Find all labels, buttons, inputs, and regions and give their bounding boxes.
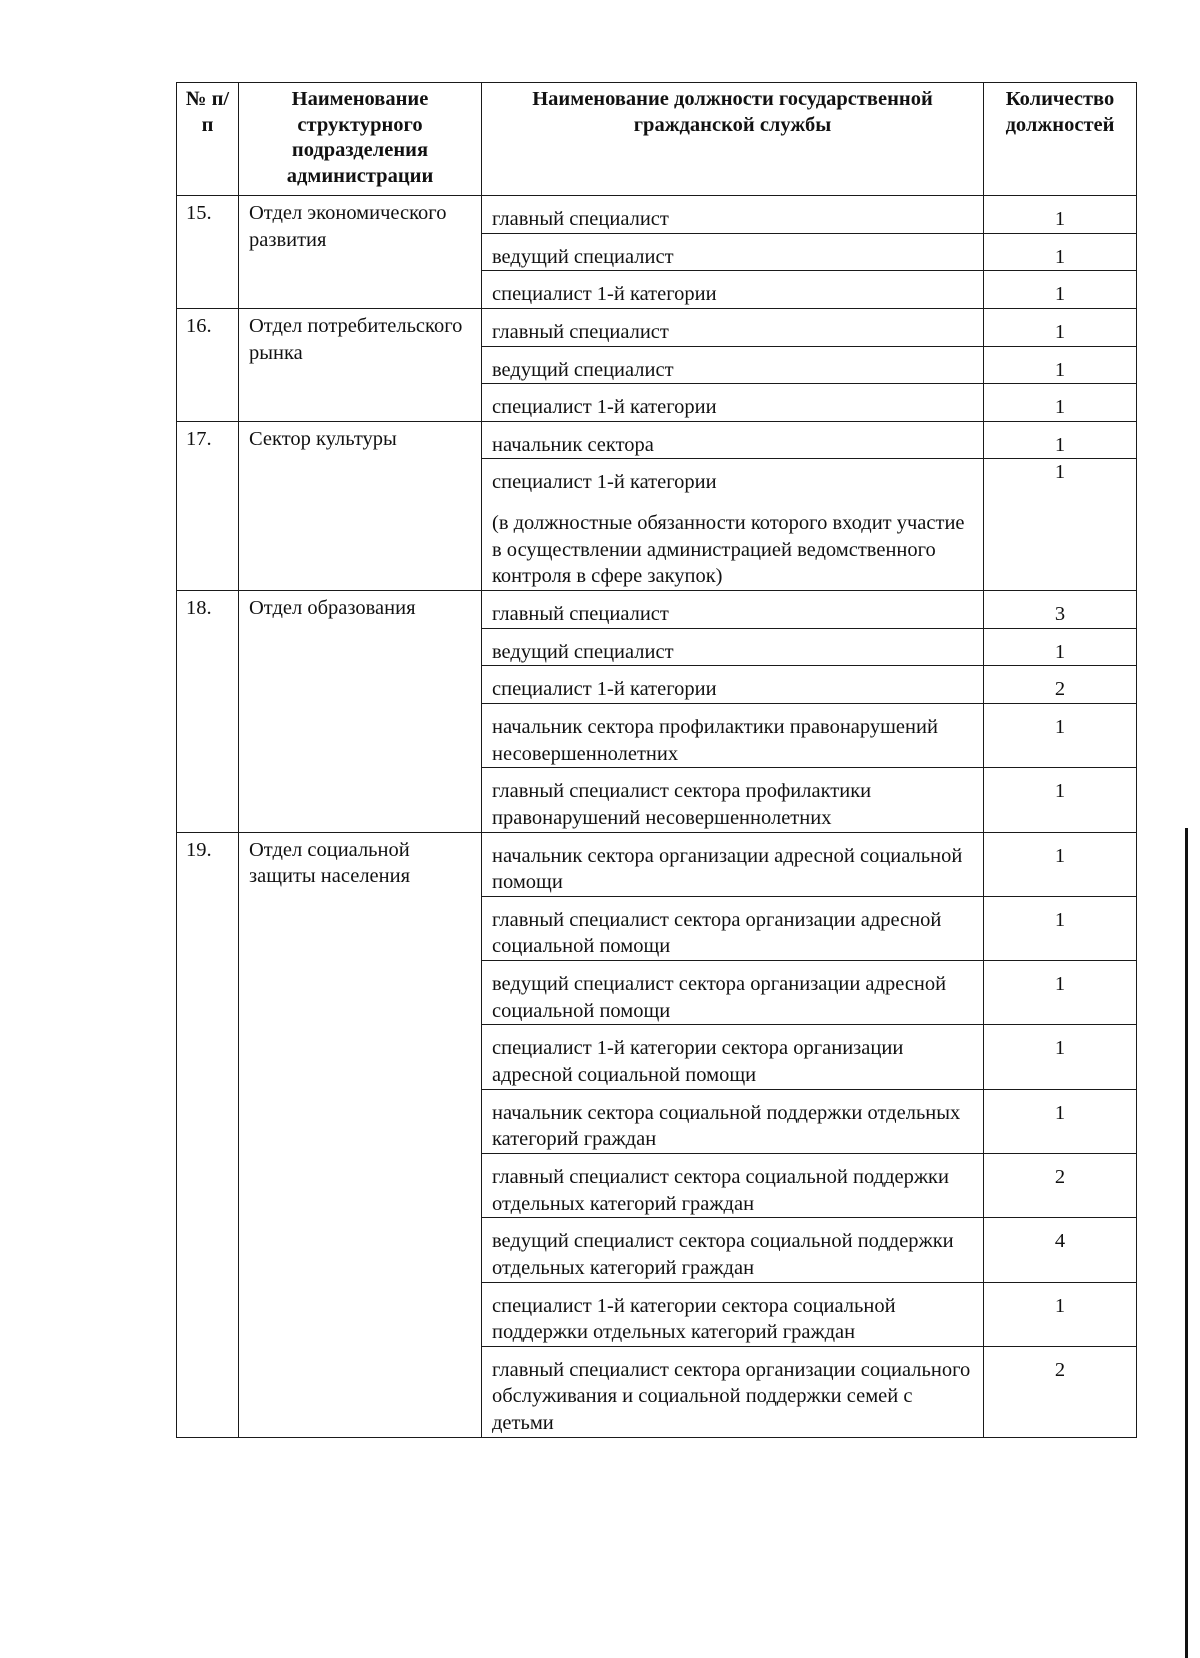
- position-title: специалист 1-й категории: [492, 283, 717, 306]
- position-cell: [482, 703, 984, 767]
- position-cell: [482, 768, 984, 832]
- department-name: Отдел образования: [239, 591, 482, 832]
- table-row: [177, 196, 1137, 234]
- scan-edge-line: [1185, 828, 1188, 1658]
- position-cell: [482, 896, 984, 960]
- position-count: 1: [984, 628, 1137, 666]
- position-count: 2: [984, 1346, 1137, 1437]
- staff-positions-table: [176, 82, 1137, 1438]
- position-cell: [482, 1153, 984, 1217]
- department-name: Сектор культуры: [239, 421, 482, 590]
- position-title: начальник сектора: [492, 433, 654, 456]
- position-note: (в должностные обязанности которого входит участие в осуществлении администрацией ведомственного контроля в сфере закупок): [492, 512, 965, 588]
- position-count: 1: [984, 1025, 1137, 1089]
- position-title: ведущий специалист: [492, 245, 674, 268]
- position-count: 1: [984, 1282, 1137, 1346]
- department-name: Отдел социальной защиты населения: [239, 832, 482, 1437]
- position-count: 1: [984, 768, 1137, 832]
- row-number: 15.: [177, 196, 239, 309]
- position-cell: [482, 308, 984, 346]
- header-count: Количество должностей: [984, 83, 1137, 196]
- position-cell: [482, 591, 984, 629]
- position-count: 1: [984, 896, 1137, 960]
- position-title: главный специалист сектора профилактики правонарушений несовершеннолетних: [492, 780, 872, 829]
- position-count: 4: [984, 1218, 1137, 1282]
- header-position: Наименование должности государственной гражданской службы: [482, 83, 984, 196]
- position-count: 2: [984, 666, 1137, 704]
- position-title: начальник сектора социальной поддержки отдельных категорий граждан: [492, 1101, 961, 1151]
- position-count: 1: [984, 703, 1137, 767]
- department-name: Отдел потребительского рынка: [239, 308, 482, 421]
- position-title: специалист 1-й категории сектора социальной поддержки отдельных категорий граждан: [492, 1294, 896, 1344]
- position-cell: [482, 196, 984, 234]
- position-cell: [482, 1025, 984, 1089]
- position-cell: [482, 459, 984, 591]
- position-cell: [482, 1282, 984, 1346]
- position-count: 1: [984, 1089, 1137, 1153]
- position-title: специалист 1-й категории: [492, 396, 717, 419]
- position-count: 1: [984, 233, 1137, 271]
- position-count: 1: [984, 384, 1137, 422]
- row-number: 18.: [177, 591, 239, 832]
- table-row: [177, 591, 1137, 629]
- position-count: 1: [984, 421, 1137, 459]
- position-count: 1: [984, 459, 1137, 591]
- position-title: главный специалист: [492, 208, 669, 230]
- position-cell: [482, 384, 984, 422]
- position-title: специалист 1-й категории сектора организации адресной социальной помощи: [492, 1037, 904, 1087]
- position-count: 1: [984, 271, 1137, 309]
- position-title: главный специалист сектора организации социального обслуживания и социальной поддержки семей с детьми: [492, 1358, 971, 1435]
- position-title: ведущий специалист: [492, 358, 674, 381]
- table-header: [177, 83, 1137, 196]
- position-title: начальник сектора профилактики правонарушений несовершеннолетних: [492, 715, 938, 765]
- position-cell: [482, 1346, 984, 1437]
- table-row: [177, 832, 1137, 896]
- department-name: Отдел экономического развития: [239, 196, 482, 309]
- position-cell: [482, 421, 984, 459]
- position-cell: [482, 666, 984, 704]
- table-body: [177, 196, 1137, 1438]
- position-count: 1: [984, 832, 1137, 896]
- position-cell: [482, 233, 984, 271]
- position-cell: [482, 1089, 984, 1153]
- row-number: 19.: [177, 832, 239, 1437]
- row-number: 16.: [177, 308, 239, 421]
- position-title: главный специалист: [492, 320, 669, 343]
- position-title: главный специалист сектора социальной поддержки отдельных категорий граждан: [492, 1165, 949, 1215]
- position-title: ведущий специалист сектора социальной поддержки отдельных категорий граждан: [492, 1230, 954, 1279]
- position-title: специалист 1-й категории: [492, 471, 717, 494]
- header-department: Наименование структурного подразделения администрации: [239, 83, 482, 196]
- position-count: 1: [984, 196, 1137, 234]
- table-row: [177, 308, 1137, 346]
- header-number: № п/п: [177, 83, 239, 196]
- position-title: главный специалист: [492, 603, 669, 626]
- position-cell: [482, 961, 984, 1025]
- position-title: ведущий специалист сектора организации адресной социальной помощи: [492, 973, 947, 1022]
- position-count: 1: [984, 961, 1137, 1025]
- table-row: [177, 421, 1137, 459]
- position-title: специалист 1-й категории: [492, 678, 717, 701]
- position-title: начальник сектора организации адресной социальной помощи: [492, 844, 963, 894]
- position-cell: [482, 346, 984, 384]
- position-cell: [482, 832, 984, 896]
- position-title: главный специалист сектора организации адресной социальной помощи: [492, 908, 942, 958]
- position-count: 1: [984, 346, 1137, 384]
- position-cell: [482, 271, 984, 309]
- position-count: 1: [984, 308, 1137, 346]
- position-count: 2: [984, 1153, 1137, 1217]
- position-cell: [482, 1218, 984, 1282]
- position-cell: [482, 628, 984, 666]
- position-title: ведущий специалист: [492, 640, 674, 663]
- row-number: 17.: [177, 421, 239, 590]
- position-count: 3: [984, 591, 1137, 629]
